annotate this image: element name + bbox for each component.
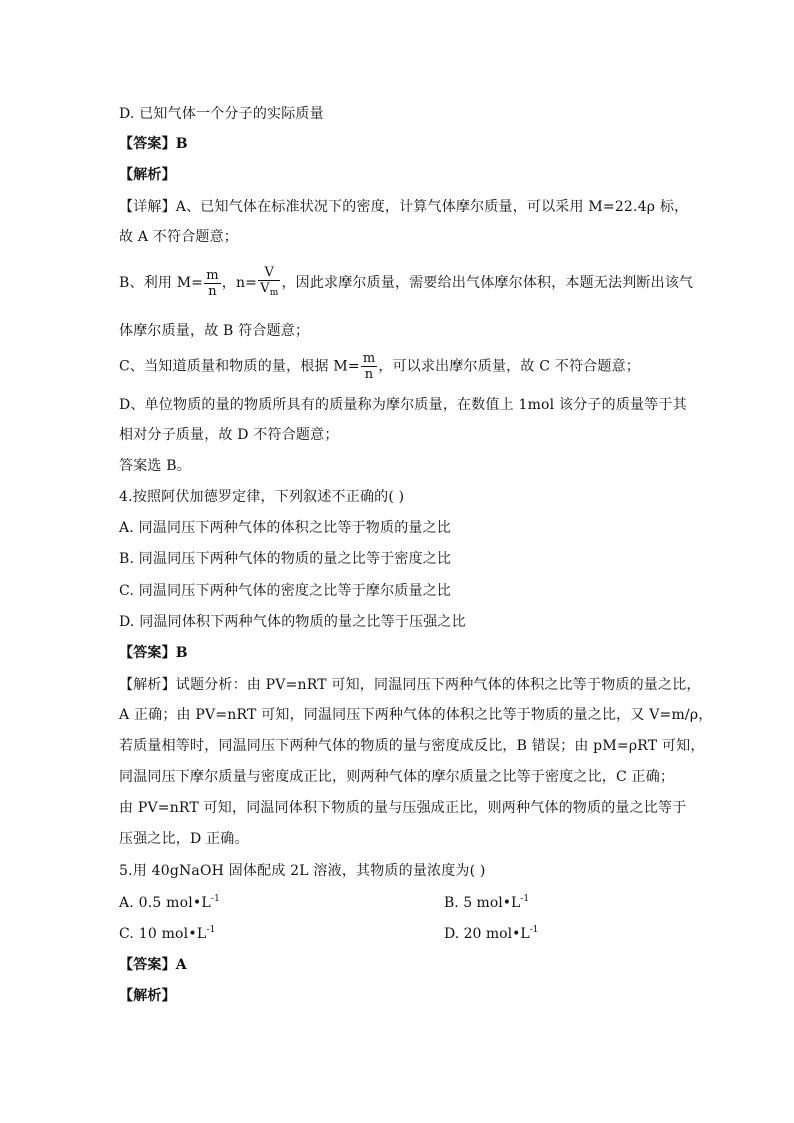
detail-line-fraction <box>119 351 640 382</box>
numerator: m <box>362 351 376 366</box>
analysis-label: 【解析】 <box>119 167 176 183</box>
analysis-line: 由 PV=nRT 可知，同温同体积下物质的量与压强成正比，则两种气体的物质的量之比等于 <box>119 800 687 816</box>
denominator: $V_m$ <box>260 281 279 298</box>
text-segment: ，因此求摩尔质量，需要给出气体摩尔体积，本题无法判断出该气 <box>281 275 694 291</box>
q4-option-a: A. 同温同压下两种气体的体积之比等于物质的量之比 <box>119 520 452 536</box>
q4-option-b: B. 同温同压下两种气体的物质的量之比等于密度之比 <box>119 551 452 567</box>
detail-line: D、单位物质的量的物质所具有的质量称为摩尔质量，在数值上 1mol 该分子的质量等于其 <box>119 397 687 413</box>
q4-option-c: C. 同温同压下两种气体的密度之比等于摩尔质量之比 <box>119 583 452 599</box>
analysis-line: 【解析】试题分析：由 PV=nRT 可知，同温同压下两种气体的体积之比等于物质的量之比， <box>119 677 701 693</box>
analysis-label: 【解析】 <box>119 988 176 1004</box>
detail-line: 故 A 不符合题意； <box>119 229 239 245</box>
q5-option-d: D. 20 $mol•L^{-1}$ <box>444 925 539 942</box>
detail-line-fraction <box>119 265 693 301</box>
denominator: n <box>208 283 217 299</box>
final-answer: 答案选 B。 <box>119 458 191 474</box>
q5-option-b: B. 5 $mol•L^{-1}$ <box>444 894 530 911</box>
fraction-m-over-n <box>361 351 378 382</box>
detail-line: 【详解】A、已知气体在标准状况下的密度，计算气体摩尔质量，可以采用 M=22.4ρ 标， <box>119 199 689 215</box>
q3-option-d: D. 已知气体一个分子的实际质量 <box>119 106 324 122</box>
answer-label: 【答案】B <box>119 645 188 661</box>
fraction-m-over-n <box>204 268 221 299</box>
analysis-line: 若质量相等时，同温同压下两种气体的物质的量与密度成反比，B 错误；由 pM=ρRT 可知， <box>119 738 705 754</box>
detail-line: 相对分子质量，故 D 不符合题意； <box>119 427 339 443</box>
text-segment: ，可以求出摩尔质量，故 C 不符合题意； <box>378 358 640 375</box>
denominator: n <box>364 367 374 382</box>
answer-label: 【答案】B <box>119 136 188 152</box>
analysis-line: 压强之比，D 正确。 <box>119 831 249 847</box>
numerator: m <box>206 267 219 283</box>
answer-label: 【答案】A <box>119 957 187 973</box>
q5-option-a: A. 0.5 $mol•L^{-1}$ <box>119 894 221 911</box>
text-segment: C、当知道质量和物质的量，根据 M= <box>119 358 360 375</box>
analysis-line: A 正确；由 PV=nRT 可知，同温同压下两种气体的体积之比等于物质的量之比，又 V=m/ρ， <box>119 707 713 723</box>
question-5: 5.用 40gNaOH 固体配成 2L 溶液，其物质的量浓度为( ) <box>119 863 486 879</box>
question-4: 4.按照阿伏加德罗定律，下列叙述不正确的( ) <box>119 489 405 505</box>
text-segment: B、利用 M= <box>119 275 204 291</box>
numerator: V <box>258 265 280 281</box>
text-segment: ，n= <box>221 275 258 291</box>
fraction-v-over-vm <box>258 265 280 301</box>
analysis-line: 同温同压下摩尔质量与密度成正比，则两种气体的摩尔质量之比等于密度之比，C 正确； <box>119 769 675 785</box>
detail-line: 体摩尔质量，故 B 符合题意； <box>119 323 310 339</box>
q5-option-c: C. 10 $mol•L^{-1}$ <box>119 925 216 942</box>
q4-option-d: D. 同温同体积下两种气体的物质的量之比等于压强之比 <box>119 614 466 630</box>
